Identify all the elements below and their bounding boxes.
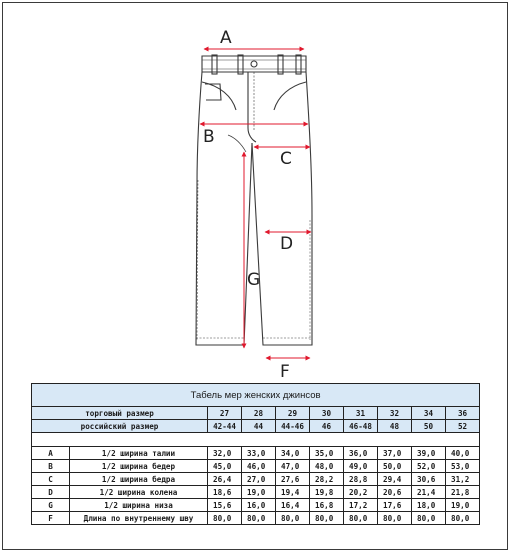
value-cell: 16,8: [310, 499, 344, 512]
table-row: [32, 473, 480, 486]
trade-size-cell: 34: [412, 407, 446, 420]
value-cell: 80,0: [208, 512, 242, 525]
russian-size-row: [32, 420, 480, 433]
value-cell: 53,0: [446, 460, 480, 473]
value-cell: 20,6: [378, 486, 412, 499]
value-cell: 52,0: [412, 460, 446, 473]
value-cell: 18,0: [412, 499, 446, 512]
table-spacer: [32, 433, 480, 447]
value-cell: 36,0: [344, 447, 378, 460]
row-code: G: [32, 499, 70, 512]
value-cell: 80,0: [310, 512, 344, 525]
row-code: F: [32, 512, 70, 525]
row-name: Длина по внутреннему шву: [70, 512, 208, 525]
row-name: 1/2 ширина бедер: [70, 460, 208, 473]
trade-size-cell: 31: [344, 407, 378, 420]
label-f: F: [280, 362, 290, 382]
value-cell: 20,2: [344, 486, 378, 499]
trade-size-cell: 32: [378, 407, 412, 420]
value-cell: 27,0: [242, 473, 276, 486]
row-name: 1/2 ширина талии: [70, 447, 208, 460]
value-cell: 16,0: [242, 499, 276, 512]
trade-size-cell: 29: [276, 407, 310, 420]
table-row: [32, 447, 480, 460]
label-b: B: [203, 127, 215, 147]
value-cell: 30,6: [412, 473, 446, 486]
value-cell: 80,0: [412, 512, 446, 525]
value-cell: 46,0: [242, 460, 276, 473]
row-code: D: [32, 486, 70, 499]
value-cell: 80,0: [378, 512, 412, 525]
table-row: [32, 512, 480, 525]
trade-size-cell: 36: [446, 407, 480, 420]
value-cell: 80,0: [446, 512, 480, 525]
value-cell: 21,4: [412, 486, 446, 499]
label-a: A: [220, 28, 232, 48]
russian-size-cell: 46: [310, 420, 344, 433]
value-cell: 19,4: [276, 486, 310, 499]
trade-size-label: торговый размер: [32, 407, 208, 420]
value-cell: 16,4: [276, 499, 310, 512]
table-title: Табель мер женских джинсов: [32, 384, 480, 407]
row-name: 1/2 ширина бедра: [70, 473, 208, 486]
value-cell: 32,0: [208, 447, 242, 460]
value-cell: 37,0: [378, 447, 412, 460]
label-c: C: [280, 149, 292, 169]
value-cell: 49,0: [344, 460, 378, 473]
russian-size-cell: 52: [446, 420, 480, 433]
value-cell: 27,6: [276, 473, 310, 486]
value-cell: 47,0: [276, 460, 310, 473]
value-cell: 21,8: [446, 486, 480, 499]
table-row: [32, 499, 480, 512]
value-cell: 19,8: [310, 486, 344, 499]
russian-size-cell: 44: [242, 420, 276, 433]
value-cell: 19,0: [446, 499, 480, 512]
value-cell: 80,0: [344, 512, 378, 525]
table-row: [32, 460, 480, 473]
value-cell: 33,0: [242, 447, 276, 460]
value-cell: 34,0: [276, 447, 310, 460]
value-cell: 26,4: [208, 473, 242, 486]
trade-size-cell: 28: [242, 407, 276, 420]
value-cell: 17,2: [344, 499, 378, 512]
value-cell: 50,0: [378, 460, 412, 473]
value-cell: 19,0: [242, 486, 276, 499]
value-cell: 18,6: [208, 486, 242, 499]
russian-size-cell: 50: [412, 420, 446, 433]
table-row: [32, 486, 480, 499]
trade-size-row: [32, 407, 480, 420]
value-cell: 45,0: [208, 460, 242, 473]
row-name: 1/2 ширина колена: [70, 486, 208, 499]
jeans-outline: [196, 55, 312, 345]
trade-size-cell: 30: [310, 407, 344, 420]
value-cell: 80,0: [276, 512, 310, 525]
row-code: C: [32, 473, 70, 486]
trade-size-cell: 27: [208, 407, 242, 420]
size-table: [31, 383, 480, 525]
russian-size-label: российский размер: [32, 420, 208, 433]
row-code: A: [32, 447, 70, 460]
row-name: 1/2 ширина низа: [70, 499, 208, 512]
russian-size-cell: 44-46: [276, 420, 310, 433]
value-cell: 80,0: [242, 512, 276, 525]
value-cell: 15,6: [208, 499, 242, 512]
value-cell: 35,0: [310, 447, 344, 460]
row-code: B: [32, 460, 70, 473]
label-g: G: [247, 270, 261, 290]
russian-size-cell: 48: [378, 420, 412, 433]
label-d: D: [280, 234, 294, 254]
value-cell: 48,0: [310, 460, 344, 473]
value-cell: 29,4: [378, 473, 412, 486]
value-cell: 28,8: [344, 473, 378, 486]
russian-size-cell: 42-44: [208, 420, 242, 433]
value-cell: 17,6: [378, 499, 412, 512]
value-cell: 31,2: [446, 473, 480, 486]
value-cell: 28,2: [310, 473, 344, 486]
value-cell: 39,0: [412, 447, 446, 460]
russian-size-cell: 46-48: [344, 420, 378, 433]
value-cell: 40,0: [446, 447, 480, 460]
